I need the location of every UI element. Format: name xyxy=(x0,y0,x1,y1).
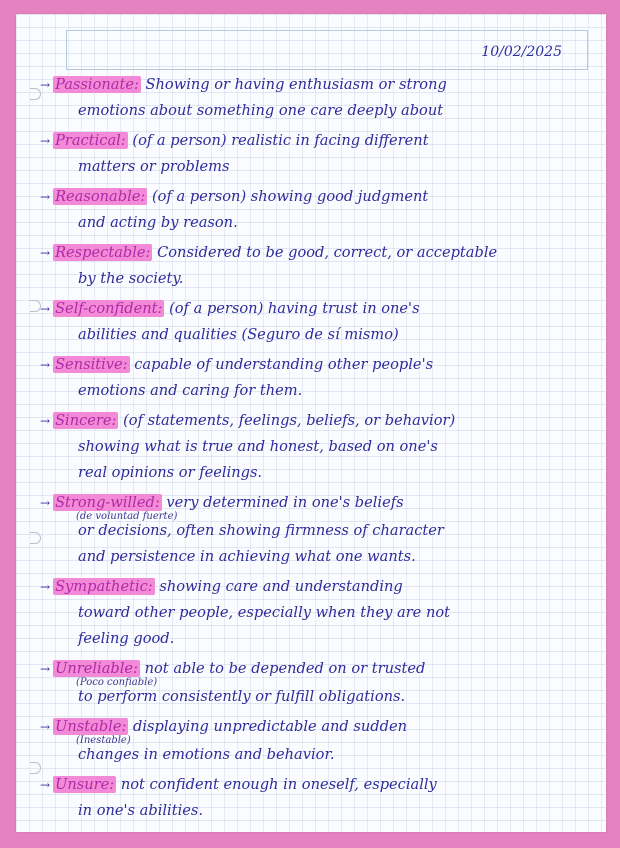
bullet-arrow-icon: → xyxy=(40,302,51,316)
definition-text: emotions and caring for them. xyxy=(78,382,303,399)
vocab-entry xyxy=(40,490,596,570)
translation-note: (Inestable) xyxy=(76,735,131,746)
definition-text: (of a person) having trust in one's xyxy=(169,300,420,317)
definition-text: (of statements, feelings, beliefs, or behavior) xyxy=(123,412,456,429)
definition-line xyxy=(40,518,596,544)
bullet-arrow-icon: → xyxy=(40,720,51,734)
definition-line xyxy=(40,322,596,348)
translation-note: (de voluntad fuerte) xyxy=(76,511,178,522)
definition-line xyxy=(40,154,596,180)
vocab-term: Sensitive: xyxy=(55,356,128,373)
definition-line xyxy=(40,266,596,292)
vocab-term: Respectable: xyxy=(55,244,151,261)
vocab-term: Passionate: xyxy=(55,76,139,93)
definition-text: Showing or having enthusiasm or strong xyxy=(145,76,447,93)
definition-text: very determined in one's beliefs xyxy=(166,494,404,511)
bullet-arrow-icon: → xyxy=(40,358,51,372)
bullet-arrow-icon: → xyxy=(40,414,51,428)
definition-line xyxy=(40,460,596,486)
definition-line xyxy=(40,626,596,652)
vocab-entry xyxy=(40,184,596,236)
vocab-entry xyxy=(40,128,596,180)
vocab-entry xyxy=(40,714,596,768)
vocab-entry xyxy=(40,772,596,824)
definition-text: emotions about something one care deeply about xyxy=(78,102,444,119)
vocab-term: Practical: xyxy=(55,132,126,149)
entry-first-line xyxy=(40,184,596,210)
definition-line xyxy=(40,434,596,460)
vocab-entry xyxy=(40,296,596,348)
definition-text: and persistence in achieving what one wants. xyxy=(78,548,416,565)
definition-line xyxy=(40,210,596,236)
definition-text: matters or problems xyxy=(78,158,230,175)
bullet-arrow-icon: → xyxy=(40,778,51,792)
vocab-entry xyxy=(40,408,596,486)
definition-line xyxy=(40,600,596,626)
definition-text: real opinions or feelings. xyxy=(78,464,263,481)
definition-line xyxy=(40,544,596,570)
entry-first-line xyxy=(40,352,596,378)
definition-text: (of a person) showing good judgment xyxy=(151,188,429,205)
definition-text: Considered to be good, correct, or acceptable xyxy=(157,244,498,261)
definition-text: displaying unpredictable and sudden xyxy=(133,718,408,735)
definition-text: (of a person) realistic in facing different xyxy=(132,132,429,149)
definition-text: not able to be depended on or trusted xyxy=(144,660,426,677)
definition-text: and acting by reason. xyxy=(78,214,238,231)
bullet-arrow-icon: → xyxy=(40,78,51,92)
definition-text: abilities and qualities (Seguro de sí mismo) xyxy=(78,326,399,343)
definition-line xyxy=(40,742,596,768)
definition-text: by the society. xyxy=(78,270,184,287)
definition-line xyxy=(40,798,596,824)
entry-first-line xyxy=(40,72,596,98)
vocab-entry xyxy=(40,656,596,710)
date: 10/02/2025 xyxy=(481,44,562,60)
definition-text: in one's abilities. xyxy=(78,802,204,819)
definition-text: feeling good. xyxy=(78,630,175,647)
entry-first-line xyxy=(40,408,596,434)
vocab-term: Unstable: xyxy=(55,718,127,735)
notebook-page xyxy=(16,14,606,832)
bullet-arrow-icon: → xyxy=(40,580,51,594)
vocabulary-list xyxy=(40,72,596,828)
vocab-term: Sympathetic: xyxy=(55,578,153,595)
entry-first-line xyxy=(40,296,596,322)
vocab-term: Self-confident: xyxy=(55,300,163,317)
translation-note: (Poco confiable) xyxy=(76,677,158,688)
bullet-arrow-icon: → xyxy=(40,246,51,260)
definition-text: changes in emotions and behavior. xyxy=(78,746,335,763)
definition-text: showing what is true and honest, based on one's xyxy=(78,438,438,455)
bullet-arrow-icon: → xyxy=(40,662,51,676)
definition-text: toward other people, especially when they are not xyxy=(78,604,451,621)
vocab-entry xyxy=(40,240,596,292)
definition-text: or decisions, often showing firmness of character xyxy=(78,522,444,539)
definition-text: not confident enough in oneself, especially xyxy=(120,776,437,793)
vocab-entry xyxy=(40,574,596,652)
bullet-arrow-icon: → xyxy=(40,496,51,510)
definition-text: to perform consistently or fulfill obligations. xyxy=(78,688,406,705)
entry-first-line xyxy=(40,772,596,798)
vocab-term: Strong-willed: xyxy=(55,494,160,511)
definition-line xyxy=(40,98,596,124)
definition-line xyxy=(40,684,596,710)
vocab-term: Reasonable: xyxy=(55,188,146,205)
definition-line xyxy=(40,378,596,404)
vocab-entry xyxy=(40,352,596,404)
definition-text: showing care and understanding xyxy=(159,578,403,595)
definition-text: capable of understanding other people's xyxy=(134,356,434,373)
entry-first-line xyxy=(40,574,596,600)
entry-first-line xyxy=(40,240,596,266)
vocab-entry xyxy=(40,72,596,124)
entry-first-line xyxy=(40,128,596,154)
vocab-term: Unreliable: xyxy=(55,660,138,677)
bullet-arrow-icon: → xyxy=(40,190,51,204)
vocab-term: Unsure: xyxy=(55,776,115,793)
vocab-term: Sincere: xyxy=(55,412,117,429)
bullet-arrow-icon: → xyxy=(40,134,51,148)
